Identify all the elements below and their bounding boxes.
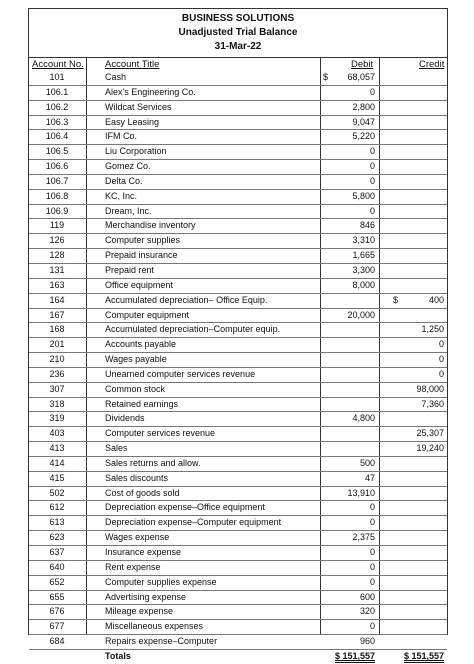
account-number: 106.6 xyxy=(45,161,69,172)
table-body xyxy=(29,71,447,664)
debit-value: 0 xyxy=(369,86,375,97)
account-title: Gomez Co. xyxy=(105,161,151,172)
table-row xyxy=(29,427,447,442)
table-row xyxy=(29,501,447,516)
account-title: Depreciation expense–Office equipment xyxy=(105,502,265,513)
debit-amount xyxy=(321,160,375,174)
debit-amount xyxy=(321,620,375,634)
debit-amount xyxy=(321,219,375,233)
table-row xyxy=(29,516,447,531)
account-number: 106.5 xyxy=(45,146,69,157)
table-row xyxy=(29,442,447,457)
credit-value: 7,360 xyxy=(421,398,444,409)
debit-value: 0 xyxy=(369,205,375,216)
debit-amount xyxy=(321,116,375,130)
account-title: Merchandise inventory xyxy=(105,220,196,231)
account-number: 640 xyxy=(49,561,65,572)
account-number: 413 xyxy=(49,443,65,454)
account-number: 167 xyxy=(49,309,65,320)
account-number: 106.4 xyxy=(45,131,69,142)
account-number: 128 xyxy=(49,250,65,261)
debit-amount xyxy=(321,249,375,263)
credit-dollar-sign: $ xyxy=(393,294,399,305)
total-credit: $ 151,557 xyxy=(403,650,444,661)
header-divider xyxy=(29,57,447,58)
account-title: Delta Co. xyxy=(105,175,143,186)
debit-value: 5,220 xyxy=(352,131,375,142)
table-row xyxy=(29,398,447,413)
account-number: 319 xyxy=(49,413,65,424)
table-row xyxy=(29,160,447,175)
col-header-debit: Debit xyxy=(351,59,374,70)
debit-amount xyxy=(321,516,375,530)
debit-value: 0 xyxy=(369,175,375,186)
account-title: Retained earnings xyxy=(105,398,179,409)
table-row xyxy=(29,249,447,264)
account-number: 612 xyxy=(49,502,65,513)
account-title: Wildcat Services xyxy=(105,101,172,112)
table-row xyxy=(29,234,447,249)
account-title: Depreciation expense–Computer equipment xyxy=(105,517,282,528)
report-date: 31-Mar-22 xyxy=(214,41,262,52)
debit-amount xyxy=(321,279,375,293)
debit-amount xyxy=(321,86,375,100)
account-number: 163 xyxy=(49,279,65,290)
table-row xyxy=(29,294,447,309)
credit-value: 98,000 xyxy=(416,383,444,394)
credit-value: 0 xyxy=(438,339,444,350)
debit-amount xyxy=(321,175,375,189)
account-title: Computer services revenue xyxy=(105,428,216,439)
account-number: 415 xyxy=(49,472,65,483)
account-number: 403 xyxy=(49,428,65,439)
debit-amount xyxy=(321,472,375,486)
account-title: Easy Leasing xyxy=(105,116,160,127)
account-number: 676 xyxy=(49,606,65,617)
account-number: 106.1 xyxy=(45,86,69,97)
account-title: Repairs expense–Computer xyxy=(105,636,218,647)
debit-amount xyxy=(321,145,375,159)
table-row xyxy=(29,561,447,576)
account-title: Unearned computer services revenue xyxy=(105,368,256,379)
account-title: Accounts payable xyxy=(105,339,177,350)
table-row xyxy=(29,101,447,116)
debit-value: 13,910 xyxy=(347,487,375,498)
debit-value: 0 xyxy=(369,502,375,513)
credit-value: 1,250 xyxy=(421,324,444,335)
credit-value: 0 xyxy=(438,368,444,379)
account-number: 164 xyxy=(49,294,65,305)
account-title: Cost of goods sold xyxy=(105,487,180,498)
debit-value: 3,310 xyxy=(352,235,375,246)
account-title: Alex's Engineering Co. xyxy=(105,86,196,97)
account-title: Computer supplies expense xyxy=(105,576,217,587)
trial-balance-table xyxy=(28,8,448,661)
account-number: 210 xyxy=(49,354,65,365)
table-row xyxy=(29,383,447,398)
debit-value: 2,375 xyxy=(352,532,375,543)
table-row xyxy=(29,472,447,487)
debit-value: 20,000 xyxy=(347,309,375,320)
credit-amount xyxy=(391,442,444,456)
account-title: Office equipment xyxy=(105,279,173,290)
account-number: 101 xyxy=(49,72,65,82)
debit-amount xyxy=(321,487,375,501)
account-title: Computer equipment xyxy=(105,309,190,320)
report-title: Unadjusted Trial Balance xyxy=(178,27,298,38)
table-row xyxy=(29,368,447,383)
account-title: Mileage expense xyxy=(105,606,174,617)
account-number: 131 xyxy=(49,264,65,275)
table-row xyxy=(29,130,447,145)
account-title: Dream, Inc. xyxy=(105,205,152,216)
debit-value: 3,300 xyxy=(352,264,375,275)
account-title: IFM Co. xyxy=(105,131,138,142)
account-number: 106.9 xyxy=(45,205,69,216)
debit-amount xyxy=(321,591,375,605)
table-row xyxy=(29,531,447,546)
table-row xyxy=(29,338,447,353)
table-row xyxy=(29,145,447,160)
debit-amount xyxy=(321,71,375,85)
debit-value: 320 xyxy=(359,606,375,617)
table-row xyxy=(29,190,447,205)
table-row xyxy=(29,620,447,635)
table-row xyxy=(29,353,447,368)
debit-value: 2,800 xyxy=(352,101,375,112)
table-row xyxy=(29,205,447,220)
table-row xyxy=(29,635,447,650)
table-row xyxy=(29,219,447,234)
table-row xyxy=(29,576,447,591)
debit-value: 1,665 xyxy=(352,250,375,261)
account-number: 307 xyxy=(49,383,65,394)
account-number: 613 xyxy=(49,517,65,528)
debit-amount xyxy=(321,101,375,115)
credit-value: 400 xyxy=(428,294,444,305)
account-title: KC, Inc. xyxy=(105,190,138,201)
account-number: 168 xyxy=(49,324,65,335)
debit-amount xyxy=(321,501,375,515)
table-row xyxy=(29,605,447,620)
debit-amount xyxy=(321,190,375,204)
debit-value: 500 xyxy=(359,457,375,468)
debit-amount xyxy=(321,130,375,144)
debit-value: 9,047 xyxy=(352,116,375,127)
credit-amount xyxy=(391,353,444,367)
debit-amount xyxy=(321,457,375,471)
account-number: 106.8 xyxy=(45,190,69,201)
account-number: 106.3 xyxy=(45,116,69,127)
debit-amount xyxy=(321,605,375,619)
table-row xyxy=(29,591,447,606)
debit-value: 960 xyxy=(359,636,375,647)
debit-value: 0 xyxy=(369,161,375,172)
table-row xyxy=(29,412,447,427)
account-number: 677 xyxy=(49,621,65,632)
debit-value: 5,800 xyxy=(352,190,375,201)
col-header-account-no: Account No. xyxy=(32,59,84,70)
account-title: Wages payable xyxy=(105,354,167,365)
debit-value: 0 xyxy=(369,576,375,587)
credit-amount xyxy=(391,398,444,412)
debit-amount xyxy=(321,561,375,575)
account-number: 318 xyxy=(49,398,65,409)
total-debit: $ 151,557 xyxy=(334,650,375,661)
debit-amount xyxy=(321,264,375,278)
totals-row xyxy=(29,650,447,664)
account-number: 119 xyxy=(49,220,65,231)
debit-value: 0 xyxy=(369,146,375,157)
table-row xyxy=(29,487,447,502)
table-row xyxy=(29,309,447,324)
table-row xyxy=(29,546,447,561)
account-title: Prepaid rent xyxy=(105,264,155,275)
debit-amount xyxy=(321,234,375,248)
credit-amount xyxy=(391,323,444,337)
account-number: 655 xyxy=(49,591,65,602)
debit-value: 0 xyxy=(369,561,375,572)
debit-value: 47 xyxy=(364,472,375,483)
account-number: 414 xyxy=(49,457,65,468)
credit-amount xyxy=(391,368,444,382)
credit-value: 0 xyxy=(438,354,444,365)
account-number: 652 xyxy=(49,576,65,587)
totals-label: Totals xyxy=(105,650,131,661)
account-number: 637 xyxy=(49,547,65,557)
debit-value: 0 xyxy=(369,621,375,632)
credit-amount xyxy=(391,338,444,352)
table-row xyxy=(29,264,447,279)
account-title: Wages expense xyxy=(105,532,170,543)
debit-value: 846 xyxy=(359,220,375,231)
account-number: 126 xyxy=(49,235,65,246)
account-title: Insurance expense xyxy=(105,547,182,557)
col-header-credit: Credit xyxy=(419,59,445,70)
debit-value: 0 xyxy=(369,547,375,557)
debit-amount xyxy=(321,635,375,649)
account-number: 623 xyxy=(49,532,65,543)
debit-value: 600 xyxy=(359,591,375,602)
account-title: Prepaid insurance xyxy=(105,250,178,261)
account-title: Common stock xyxy=(105,383,166,394)
credit-value: 19,240 xyxy=(416,443,444,454)
credit-amount xyxy=(391,294,444,308)
debit-amount xyxy=(321,576,375,590)
table-row xyxy=(29,457,447,472)
table-row xyxy=(29,175,447,190)
debit-value: 8,000 xyxy=(352,279,375,290)
account-title: Cash xyxy=(105,72,127,82)
credit-amount xyxy=(391,383,444,397)
account-title: Liu Corporation xyxy=(105,146,167,157)
debit-amount xyxy=(321,309,375,323)
table-row xyxy=(29,116,447,131)
account-title: Rent expense xyxy=(105,561,161,572)
debit-amount xyxy=(321,412,375,426)
account-title: Sales xyxy=(105,443,128,454)
account-number: 106.2 xyxy=(45,101,69,112)
credit-amount xyxy=(391,427,444,441)
account-number: 684 xyxy=(49,636,65,647)
debit-amount xyxy=(321,531,375,545)
account-title: Computer supplies xyxy=(105,235,181,246)
debit-value: 4,800 xyxy=(352,413,375,424)
account-number: 502 xyxy=(49,487,65,498)
credit-value: 25,307 xyxy=(416,428,444,439)
account-title: Sales discounts xyxy=(105,472,169,483)
account-number: 201 xyxy=(49,339,65,350)
debit-value: 0 xyxy=(369,517,375,528)
debit-amount xyxy=(321,205,375,219)
table-row xyxy=(29,71,447,86)
account-title: Sales returns and allow. xyxy=(105,457,201,468)
account-title: Miscellaneous expenses xyxy=(105,621,204,632)
account-title: Accumulated depreciation– Office Equip. xyxy=(105,294,268,305)
debit-value: 68,057 xyxy=(347,72,375,82)
account-title: Dividends xyxy=(105,413,145,424)
company-name: BUSINESS SOLUTIONS xyxy=(181,13,295,24)
account-title: Accumulated depreciation–Computer equip. xyxy=(105,324,281,335)
account-number: 106.7 xyxy=(45,175,69,186)
account-title: Advertising expense xyxy=(105,591,187,602)
table-row xyxy=(29,86,447,101)
debit-amount xyxy=(321,546,375,560)
table-row xyxy=(29,279,447,294)
col-header-account-title: Account Title xyxy=(105,59,160,70)
table-row xyxy=(29,323,447,338)
debit-dollar-sign: $ xyxy=(323,72,329,82)
account-number: 236 xyxy=(49,368,65,379)
